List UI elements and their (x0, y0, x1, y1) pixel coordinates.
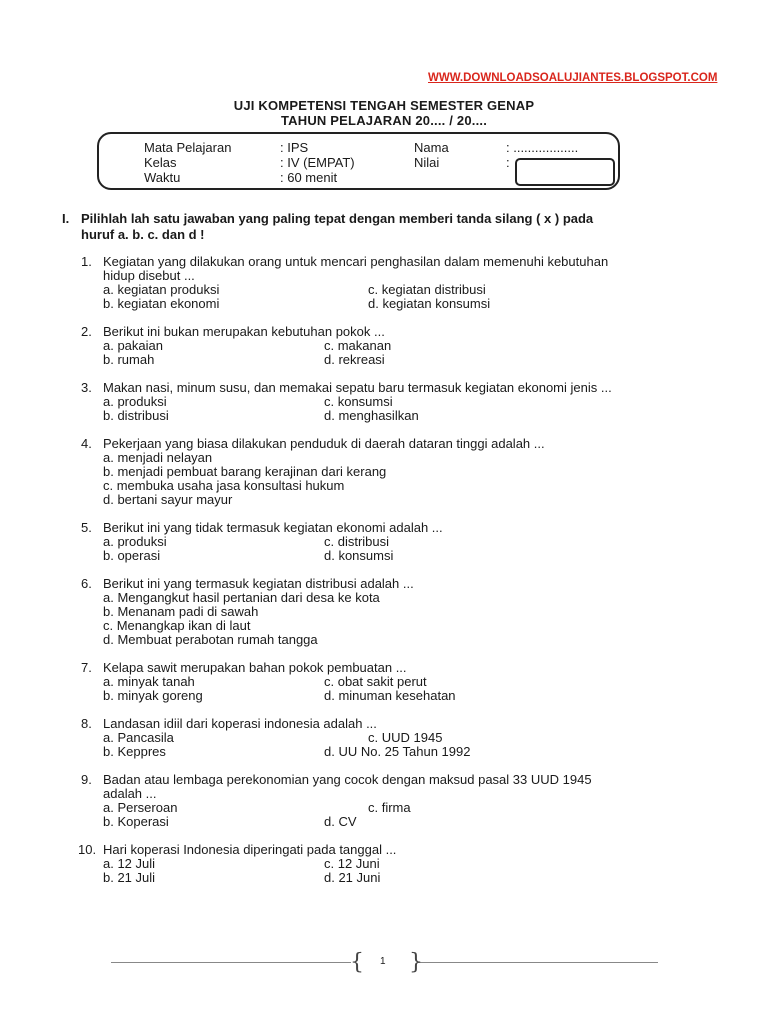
footer-brace-left: { (350, 950, 364, 975)
question-number: 9. (81, 772, 92, 787)
option-b: b. menjadi pembuat barang kerajinan dari kerang (103, 464, 387, 479)
option-b: b. kegiatan ekonomi (103, 296, 220, 311)
score-box (515, 158, 615, 186)
footer-divider-left (111, 962, 351, 963)
question-number: 2. (81, 324, 92, 339)
option-a: a. 12 Juli (103, 856, 156, 871)
question-number: 10. (78, 842, 97, 857)
question-text: Berikut ini yang tidak termasuk kegiatan ekonomi adalah ... (103, 520, 443, 535)
option-c: c. makanan (324, 338, 392, 353)
option-a: a. minyak tanah (103, 674, 195, 689)
option-d: d. 21 Juni (324, 870, 381, 885)
question-number: 8. (81, 716, 92, 731)
page-number: 1 (380, 956, 386, 967)
option-c: c. 12 Juni (324, 856, 380, 871)
question-number: 3. (81, 380, 92, 395)
question-text: Berikut ini yang termasuk kegiatan distribusi adalah ... (103, 576, 414, 591)
option-a: a. Pancasila (103, 730, 174, 745)
class-label: Kelas (144, 155, 177, 170)
option-b: b. distribusi (103, 408, 169, 423)
question-text: Berikut ini bukan merupakan kebutuhan pokok ... (103, 324, 385, 339)
option-c: c. kegiatan distribusi (368, 282, 486, 297)
option-b: b. operasi (103, 548, 161, 563)
option-a: a. Perseroan (103, 800, 178, 815)
question-text: Pekerjaan yang biasa dilakukan penduduk di daerah dataran tinggi adalah ... (103, 436, 545, 451)
option-b: b. Koperasi (103, 814, 169, 829)
academic-year: TAHUN PELAJARAN 20.... / 20.... (280, 113, 488, 128)
question-text: Kegiatan yang dilakukan orang untuk mencari penghasilan dalam memenuhi kebutuhan (103, 254, 609, 269)
option-c: c. distribusi (324, 534, 390, 549)
question-number: 5. (81, 520, 92, 535)
question-text: Makan nasi, minum susu, dan memakai sepatu baru termasuk kegiatan ekonomi jenis ... (103, 380, 612, 395)
question-text: Kelapa sawit merupakan bahan pokok pembuatan ... (103, 660, 407, 675)
option-d: d. bertani sayur mayur (103, 492, 233, 507)
instruction-line-2: huruf a. b. c. dan d ! (81, 227, 205, 242)
option-d: d. konsumsi (324, 548, 394, 563)
class-value: : IV (EMPAT) (280, 155, 355, 170)
option-a: a. kegiatan produksi (103, 282, 220, 297)
question-text: Badan atau lembaga perekonomian yang cocok dengan maksud pasal 33 UUD 1945 (103, 772, 592, 787)
question-text: adalah ... (103, 786, 157, 801)
footer-brace-right: } (409, 950, 423, 975)
question-number: 7. (81, 660, 92, 675)
option-c: c. Menangkap ikan di laut (103, 618, 251, 633)
option-b: b. minyak goreng (103, 688, 203, 703)
option-a: a. pakaian (103, 338, 163, 353)
option-a: a. Mengangkut hasil pertanian dari desa ke kota (103, 590, 380, 605)
option-d: d. UU No. 25 Tahun 1992 (324, 744, 471, 759)
score-value: : (506, 155, 510, 170)
option-c: c. UUD 1945 (368, 730, 443, 745)
time-label: Waktu (144, 170, 181, 185)
option-d: d. Membuat perabotan rumah tangga (103, 632, 318, 647)
option-b: b. 21 Juli (103, 870, 156, 885)
option-c: c. firma (368, 800, 411, 815)
name-label: Nama (414, 140, 449, 155)
footer-divider-right (418, 962, 658, 963)
name-value: : .................. (506, 140, 579, 155)
option-b: b. Keppres (103, 744, 166, 759)
question-number: 4. (81, 436, 92, 451)
question-number: 1. (81, 254, 92, 269)
score-label: Nilai (414, 155, 440, 170)
option-a: a. produksi (103, 534, 167, 549)
question-text: Hari koperasi Indonesia diperingati pada tanggal ... (103, 842, 397, 857)
option-b: b. Menanam padi di sawah (103, 604, 259, 619)
option-d: d. CV (324, 814, 357, 829)
option-a: a. produksi (103, 394, 167, 409)
exam-title: UJI KOMPETENSI TENGAH SEMESTER GENAP (233, 98, 535, 113)
question-text: Landasan idiil dari koperasi indonesia adalah ... (103, 716, 377, 731)
option-d: d. rekreasi (324, 352, 385, 367)
option-c: c. obat sakit perut (324, 674, 427, 689)
option-c: c. konsumsi (324, 394, 393, 409)
instruction-line-1: Pilihlah lah satu jawaban yang paling tepat dengan memberi tanda silang ( x ) pada (81, 211, 594, 226)
option-d: d. menghasilkan (324, 408, 419, 423)
option-d: d. kegiatan konsumsi (368, 296, 491, 311)
option-b: b. rumah (103, 352, 155, 367)
time-value: : 60 menit (280, 170, 338, 185)
website-link[interactable]: WWW.DOWNLOADSOALUJIANTES.BLOGSPOT.COM (428, 72, 718, 84)
question-text: hidup disebut ... (103, 268, 195, 283)
question-number: 6. (81, 576, 92, 591)
option-c: c. membuka usaha jasa konsultasi hukum (103, 478, 345, 493)
section-number: I. (62, 211, 70, 226)
subject-label: Mata Pelajaran (144, 140, 232, 155)
option-a: a. menjadi nelayan (103, 450, 213, 465)
option-d: d. minuman kesehatan (324, 688, 456, 703)
subject-value: : IPS (280, 140, 309, 155)
